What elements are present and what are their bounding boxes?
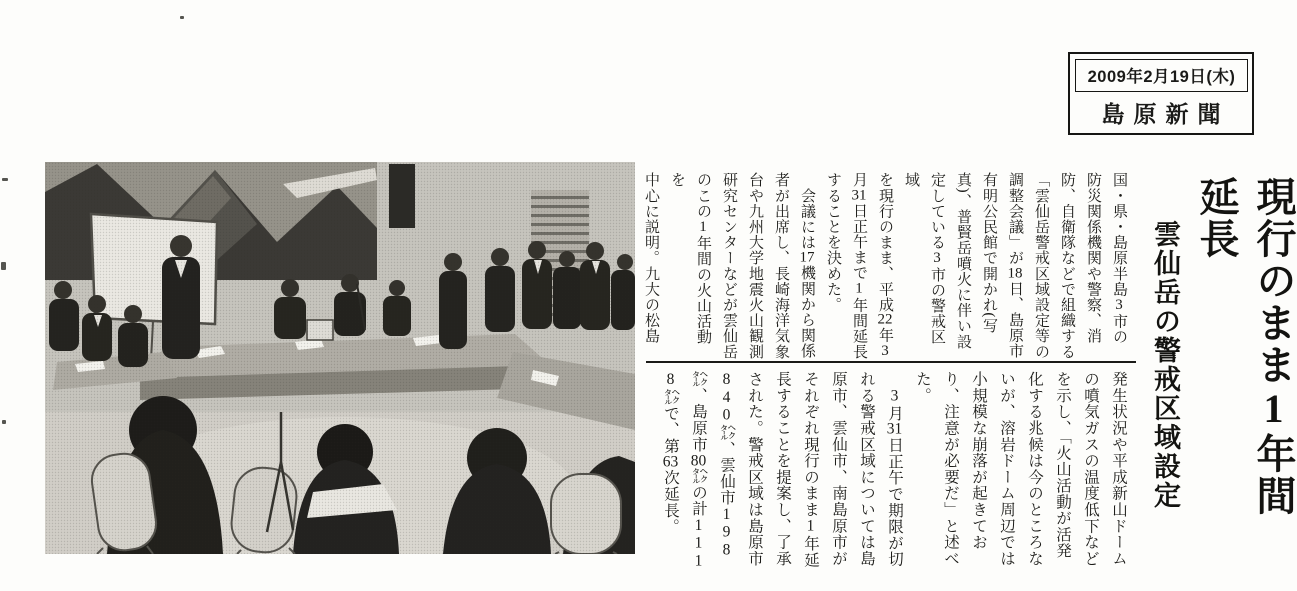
meeting-photo [45, 162, 635, 554]
band2-col-6: 小規模な崩落が起きてお [970, 371, 987, 551]
scan-speck [2, 178, 8, 181]
band2-col-7: り、注意が必要だ」と述べ [942, 371, 959, 567]
band2-col-9: 3月31日正午で期限が切 [886, 387, 903, 568]
band1-col-6: 有明公民館で開かれ(写 [981, 172, 997, 334]
band2-col-15: 840㌶、雲仙市198 [718, 371, 735, 560]
band2-col-17: 8㌶で、第63次延長。 [662, 371, 679, 535]
band1-col-8: 定している3市の警戒区域 [903, 172, 945, 345]
headline-main: 現行のまま1年間延長 [1194, 176, 1296, 517]
band2-col-11: 原市、雲仙市、南島原市が [830, 371, 847, 567]
band1-col-4: 「雲仙岳警戒区域設定等の [1033, 172, 1049, 360]
band2-col-1: 発生状況や平成新山ドーム [1110, 371, 1127, 567]
scan-speck [180, 16, 184, 19]
band1-col-5: 調整会議」が18日、島原市 [1007, 172, 1023, 359]
scan-speck [1, 262, 6, 270]
band2-col-2: の噴気ガスの温度低下など [1082, 371, 1099, 567]
band1-col-13: 者が出席し、長崎海洋気象 [773, 172, 789, 360]
band1-col-9: を現行のまま、平成22年3 [877, 172, 893, 360]
band2-col-12: それぞれ現行のまま1年延 [802, 371, 819, 569]
band1-col-14: 台や九州大学地震火山観測 [747, 172, 763, 360]
band1-col-3: 防、自衛隊などで組織する [1059, 172, 1075, 360]
band2-col-16: ㌶、島原市80㌶の計111 [690, 371, 707, 571]
band2-col-14: された。警戒区域は島原市 [746, 371, 763, 567]
meeting-photo-graphic [45, 162, 635, 554]
band2-col-3: を示し、「火山活動が活発 [1054, 371, 1071, 559]
band2-col-5: いが、溶岩ドーム周辺では [998, 371, 1015, 567]
band2-col-10: れる警戒区域については島 [858, 371, 875, 567]
band1-col-17: 中心に説明。九大の松島 [643, 172, 659, 344]
band1-col-7: 真)、普賢岳噴火に伴い設 [955, 172, 971, 350]
band1-col-10: 月31日正午まで1年間延長 [851, 172, 867, 360]
newspaper-name: 島原新聞 [1101, 101, 1230, 127]
band2-col-8: た。 [914, 371, 931, 404]
band1-col-16: のこの1年間の火山活動を [669, 172, 711, 345]
article-band-2 [656, 371, 1132, 591]
band1-col-2: 防災関係機関や警察、消 [1085, 172, 1101, 344]
band2-col-4: 化する兆候は今のところな [1026, 371, 1043, 567]
band-divider-rule [646, 361, 1136, 363]
article-band-1 [643, 172, 1132, 360]
band1-col-12: 会議には17機関から関係 [799, 172, 815, 359]
band2-col-13: 長することを提案し、了承 [774, 371, 791, 567]
band1-col-15: 研究センターなどが雲仙岳 [721, 172, 737, 360]
band1-col-11: することを決めた。 [825, 172, 841, 313]
band1-col-1: 国・県・島原半島3市の [1111, 172, 1127, 345]
headline-sub: 雲仙岳の警戒区域設定 [1150, 220, 1180, 510]
masthead-box [1068, 52, 1254, 135]
issue-date: 2009年2月19日(木) [1075, 59, 1248, 92]
scan-speck [2, 420, 6, 424]
